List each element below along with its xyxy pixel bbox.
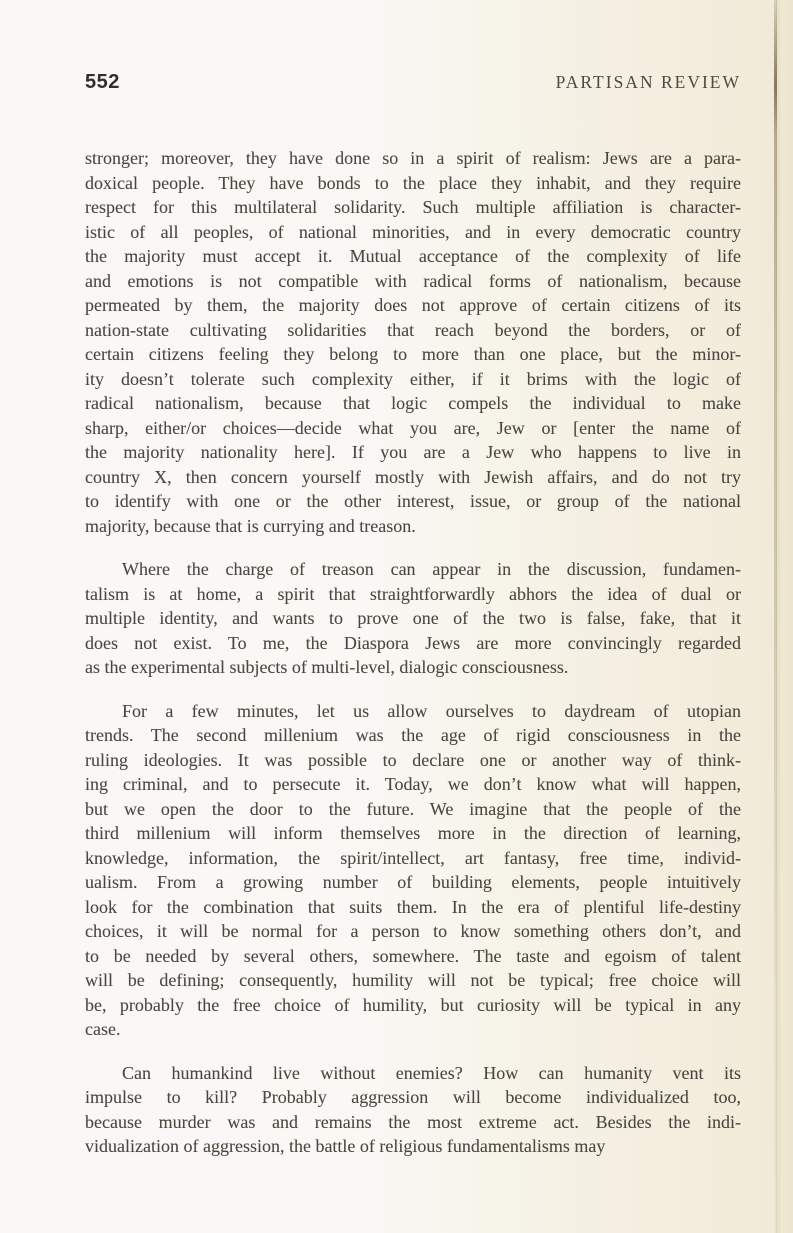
text-line: permeated by them, the majority does not approve of certain citizens of its (85, 295, 741, 315)
text-line: Where the charge of treason can appear in the discussion, fundamen- (122, 559, 741, 579)
page-edge-line (774, 0, 777, 1233)
page-number: 552 (85, 71, 120, 93)
text-line: respect for this multilateral solidarity. Such multiple affiliation is character- (85, 197, 741, 217)
page-header (85, 71, 741, 94)
text-line: vidualization of aggression, the battle of religious fundamentalisms may (85, 1136, 606, 1156)
text-line: will be defining; consequently, humility will not be typical; free choice will (85, 970, 741, 990)
paragraph (85, 699, 741, 1042)
text-line: doxical people. They have bonds to the place they inhabit, and they require (85, 172, 741, 193)
text-line: country X, then concern yourself mostly with Jewish affairs, and do not try (85, 466, 741, 487)
text-line: third millenium will inform themselves more in the direction of learning, (85, 823, 741, 843)
text-line: certain citizens feeling they belong to more than one place, but the minor- (85, 344, 741, 364)
text-line: but we open the door to the future. We imagine that the people of the (85, 798, 741, 819)
paragraph (85, 1061, 741, 1159)
text-line: look for the combination that suits them. In the era of plentiful life-destiny (85, 896, 741, 917)
text-line: radical nationalism, because that logic compels the individual to make (85, 393, 741, 413)
running-head: PARTISAN REVIEW (555, 72, 741, 92)
text-line: impulse to kill? Probably aggression will become individualized too, (85, 1087, 741, 1107)
text-line: trends. The second millenium was the age of rigid consciousness in the (85, 725, 741, 745)
text-line: knowledge, information, the spirit/intellect, art fantasy, free time, individ- (85, 847, 741, 868)
text-line: sharp, either/or choices—decide what you are, Jew or [enter the name of (85, 417, 741, 438)
text-line: to identify with one or the other interest, issue, or group of the national (85, 491, 741, 511)
text-line: ruling ideologies. It was possible to declare one or another way of think- (85, 749, 741, 770)
text-line: talism is at home, a spirit that straightforwardly abhors the idea of dual or (85, 583, 741, 604)
text-line: ualism. From a growing number of building elements, people intuitively (85, 872, 741, 892)
text-line: nation-state cultivating solidarities that reach beyond the borders, or of (85, 319, 741, 340)
text-line: For a few minutes, let us allow ourselves to daydream of utopian (122, 700, 741, 721)
text-line: because murder was and remains the most extreme act. Besides the indi- (85, 1111, 741, 1132)
text-line: case. (85, 1019, 121, 1039)
text-line: the majority must accept it. Mutual acceptance of the complexity of life (85, 246, 741, 266)
text-line: does not exist. To me, the Diaspora Jews are more convincingly regarded (85, 632, 741, 653)
book-page-edge (776, 0, 793, 1233)
text-line: choices, it will be normal for a person to know something others don’t, and (85, 921, 741, 941)
text-line: ity doesn’t tolerate such complexity either, if it brims with the logic of (85, 368, 741, 389)
text-line: multiple identity, and wants to prove one of the two is false, fake, that it (85, 608, 741, 628)
text-line: stronger; moreover, they have done so in a spirit of realism: Jews are a para- (85, 148, 741, 168)
text-line: and emotions is not compatible with radical forms of nationalism, because (85, 270, 741, 291)
page-body (85, 146, 741, 1159)
text-line: ing criminal, and to persecute it. Today, we don’t know what will happen, (85, 774, 741, 794)
text-line: to be needed by several others, somewhere. The taste and egoism of talent (85, 945, 741, 966)
paragraph (85, 146, 741, 538)
paragraph (85, 557, 741, 680)
text-line: Can humankind live without enemies? How can humanity vent its (122, 1062, 741, 1083)
text-line: be, probably the free choice of humility, but curiosity will be typical in any (85, 994, 741, 1015)
text-line: istic of all peoples, of national minorities, and in every democratic country (85, 221, 741, 242)
text-line: the majority nationality here]. If you are a Jew who happens to live in (85, 442, 741, 462)
text-line: as the experimental subjects of multi-level, dialogic consciousness. (85, 657, 569, 677)
text-line: majority, because that is currying and treason. (85, 515, 416, 536)
